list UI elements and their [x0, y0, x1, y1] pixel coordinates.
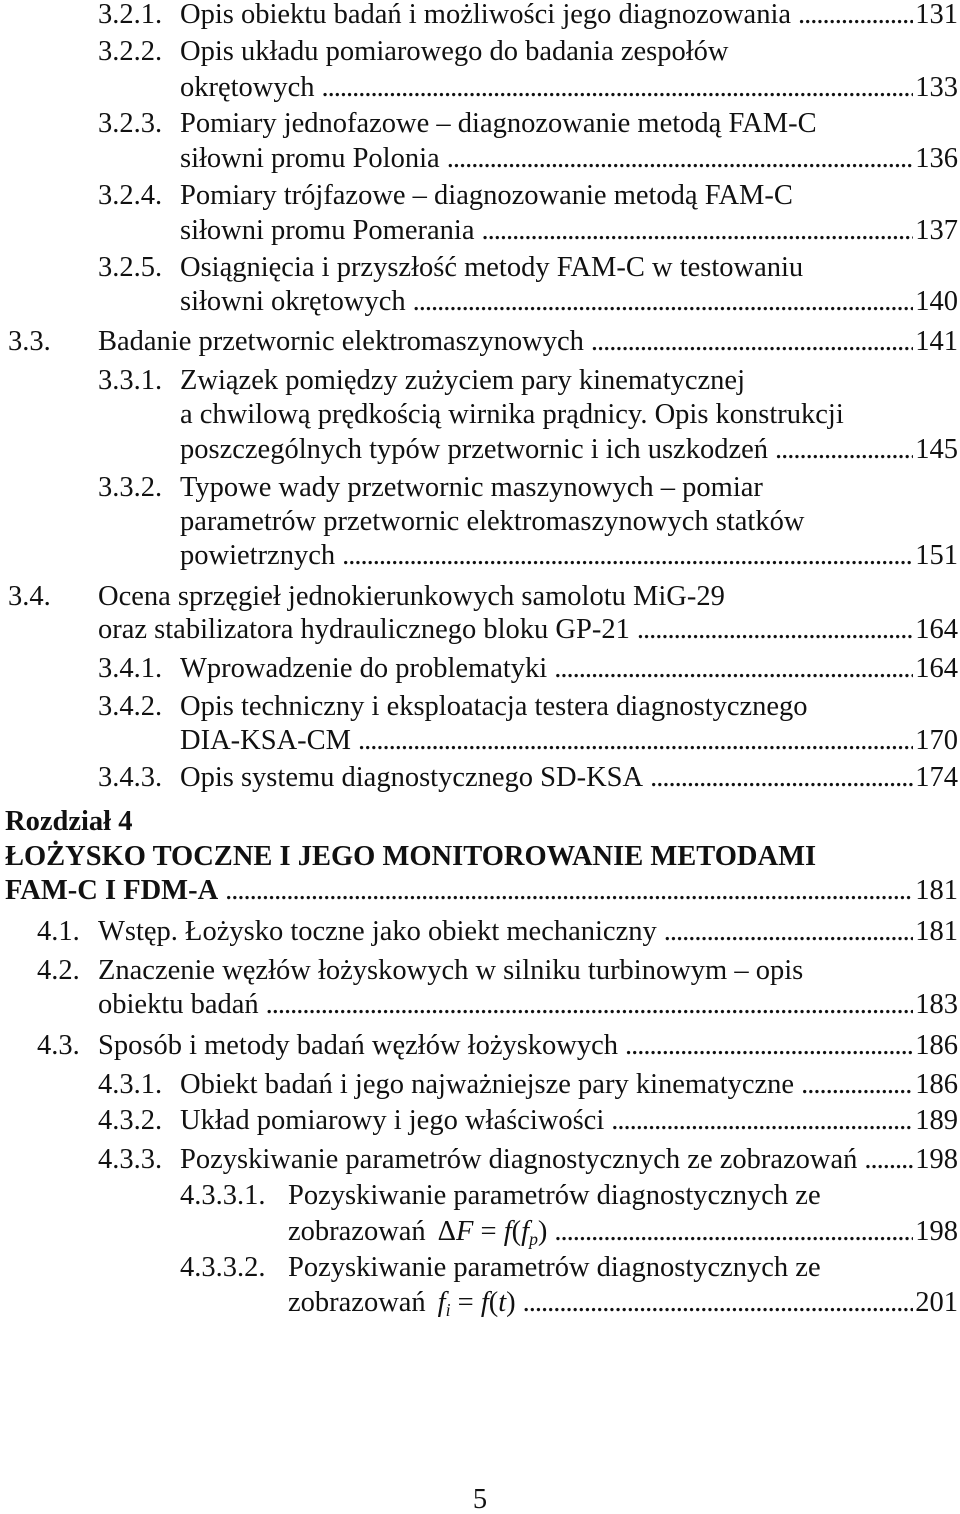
section-title: Wstęp. Łożysko toczne jako obiekt mechaniczny [98, 916, 657, 947]
page-reference: 186 [915, 1069, 958, 1100]
page-reference: 181 [915, 875, 958, 906]
toc-line [0, 178, 958, 214]
section-number: 3.4. [8, 581, 51, 612]
toc-line [0, 363, 958, 399]
formula-symbol: f [437, 1287, 446, 1318]
page-reference: 170 [915, 725, 958, 756]
page-reference: 181 [915, 916, 958, 947]
section-title: Pomiary jednofazowe – diagnozowanie metodą FAM-C [180, 108, 817, 139]
page-reference: 198 [915, 1216, 958, 1247]
page-reference: 198 [915, 1144, 958, 1175]
section-number: 3.3.1. [98, 365, 163, 396]
section-number: 4.3.3. [98, 1144, 163, 1175]
page-reference: 174 [915, 762, 958, 793]
dot-leader [611, 1103, 913, 1139]
dot-leader [358, 723, 913, 759]
dot-leader [664, 914, 914, 950]
dot-leader [225, 873, 913, 909]
toc-line [0, 953, 958, 989]
section-title: Opis systemu diagnostycznego SD-KSA [180, 762, 644, 793]
toc-line [0, 1285, 958, 1321]
page-reference: 164 [915, 653, 958, 684]
toc-line [0, 1103, 958, 1139]
formula-operator: = [473, 1216, 504, 1247]
formula-paren: ) [537, 1216, 548, 1247]
dot-leader [554, 1214, 913, 1250]
page-reference: 189 [915, 1105, 958, 1136]
section-title: Pomiary trójfazowe – diagnozowanie metodą FAM-C [180, 180, 793, 211]
section-title-continuation: parametrów przetwornic elektromaszynowych statków [180, 506, 805, 537]
section-number: 3.3.2. [98, 472, 163, 503]
formula-delta-f-of-fp [438, 1214, 548, 1250]
toc-line [0, 250, 958, 286]
toc-line [0, 470, 958, 506]
formula-symbol: t [498, 1287, 507, 1318]
section-number: 3.4.2. [98, 691, 163, 722]
toc-line [0, 914, 958, 950]
section-number: 3.2.3. [98, 108, 163, 139]
toc-line [0, 689, 958, 725]
toc-line [0, 1178, 958, 1214]
page-reference: 137 [915, 215, 958, 246]
dot-leader [413, 284, 914, 320]
formula-subscript-symbol: i [445, 1299, 451, 1320]
page-reference: 145 [915, 434, 958, 465]
section-title: Badanie przetwornic elektromaszynowych [98, 326, 584, 357]
chapter-title-continuation: FAM-C I FDM-A [5, 875, 219, 906]
dot-leader [322, 70, 914, 106]
dot-leader [447, 141, 914, 177]
section-title: Opis techniczny i eksploatacja testera diagnostycznego [180, 691, 808, 722]
page-reference: 131 [915, 0, 958, 30]
toc-line [0, 34, 958, 70]
section-number: 3.4.3. [98, 762, 163, 793]
chapter-label: Rozdział 4 [5, 806, 133, 837]
toc-line [0, 1214, 958, 1250]
dot-leader [864, 1142, 913, 1178]
section-number: 4.3. [37, 1030, 80, 1061]
page-reference: 136 [915, 143, 958, 174]
toc-line [0, 1142, 958, 1178]
toc-line [0, 432, 958, 468]
section-title-continuation: oraz stabilizatora hydraulicznego bloku GP-21 [98, 614, 630, 645]
page-reference: 186 [915, 1030, 958, 1061]
section-title: Pozyskiwanie parametrów diagnostycznych ze [288, 1180, 821, 1211]
page-reference: 141 [915, 326, 958, 357]
toc-line [0, 873, 958, 909]
toc-line [0, 760, 958, 796]
section-title-continuation: powietrznych [180, 540, 336, 571]
page-reference: 151 [915, 540, 958, 571]
toc-line [0, 70, 958, 106]
toc-line [0, 612, 958, 648]
section-title: Opis układu pomiarowego do badania zespołów [180, 36, 729, 67]
section-number: 4.3.3.1. [180, 1180, 266, 1211]
section-number: 3.2.4. [98, 180, 163, 211]
section-title-continuation: okrętowych [180, 72, 315, 103]
formula-symbol: f [503, 1216, 512, 1247]
section-title-continuation: obiektu badań [98, 989, 259, 1020]
section-title: Ocena sprzęgieł jednokierunkowych samolotu MiG-29 [98, 581, 725, 612]
toc-line [0, 804, 958, 840]
section-title-continuation: poszczególnych typów przetwornic i ich uszkodzeń [180, 434, 769, 465]
dot-leader [801, 1067, 913, 1103]
toc-line [0, 651, 958, 687]
section-title: Sposób i metody badań węzłów łożyskowych [98, 1030, 619, 1061]
section-number: 4.3.1. [98, 1069, 163, 1100]
section-number: 3.2.2. [98, 36, 163, 67]
section-number: 4.3.3.2. [180, 1252, 266, 1283]
dot-leader [266, 987, 914, 1023]
dot-leader [523, 1285, 914, 1321]
dot-leader [481, 213, 913, 249]
section-title-continuation: siłowni promu Pomerania [180, 215, 475, 246]
toc-line [0, 723, 958, 759]
section-title: Opis obiektu badań i możliwości jego diagnozowania [180, 0, 792, 30]
formula-paren: ( [488, 1287, 499, 1318]
toc-line [0, 284, 958, 320]
toc-line [0, 213, 958, 249]
section-number: 3.3. [8, 326, 51, 357]
section-title: Związek pomiędzy zużyciem pary kinematycznej [180, 365, 745, 396]
section-number: 4.2. [37, 955, 80, 986]
page-reference: 164 [915, 614, 958, 645]
formula-paren: ( [511, 1216, 522, 1247]
dot-leader [554, 651, 913, 687]
section-number: 3.2.5. [98, 252, 163, 283]
section-number: 4.3.2. [98, 1105, 163, 1136]
section-title: Pozyskiwanie parametrów diagnostycznych ze [288, 1252, 821, 1283]
section-title-continuation: a chwilową prędkością wirnika prądnicy. Opis konstrukcji [180, 399, 844, 430]
toc-line [0, 987, 958, 1023]
formula-symbol: Δ [437, 1216, 456, 1247]
page-reference: 201 [915, 1287, 958, 1318]
toc-line [0, 324, 958, 360]
dot-leader [637, 612, 913, 648]
formula-symbol: f [480, 1287, 489, 1318]
toc-line [0, 0, 958, 30]
toc-line [0, 1028, 958, 1064]
toc-line [0, 579, 958, 615]
section-title: Wprowadzenie do problematyki [180, 653, 548, 684]
page-reference: 140 [915, 286, 958, 317]
toc-line [0, 106, 958, 142]
section-number: 4.1. [37, 916, 80, 947]
dot-leader [342, 538, 913, 574]
section-title: Znaczenie węzłów łożyskowych w silniku turbinowym – opis [98, 955, 804, 986]
formula-subscript-symbol: p [529, 1228, 538, 1249]
toc-line [0, 504, 958, 540]
dot-leader [591, 324, 913, 360]
page-reference: 133 [915, 72, 958, 103]
section-title: Obiekt badań i jego najważniejsze pary kinematyczne [180, 1069, 795, 1100]
formula-symbol: F [456, 1216, 474, 1247]
section-title-continuation: zobrazowań [288, 1287, 426, 1318]
toc-line [0, 1067, 958, 1103]
section-number: 3.4.1. [98, 653, 163, 684]
formula-fi-of-t [438, 1285, 516, 1321]
dot-leader [625, 1028, 913, 1064]
section-title-continuation: siłowni promu Polonia [180, 143, 440, 174]
section-title-continuation: DIA-KSA-CM [180, 725, 351, 756]
chapter-title: ŁOŻYSKO TOCZNE I JEGO MONITOROWANIE METODAMI [5, 841, 817, 872]
formula-subscript [529, 1229, 538, 1249]
dot-leader [650, 760, 913, 796]
toc-line [0, 1250, 958, 1286]
toc-line [0, 141, 958, 177]
section-title: Osiągnięcia i przyszłość metody FAM-C w testowaniu [180, 252, 804, 283]
section-title-continuation: siłowni okrętowych [180, 286, 406, 317]
formula-operator: = [450, 1287, 481, 1318]
section-number: 3.2.1. [98, 0, 163, 30]
page-number: 5 [472, 1484, 488, 1514]
formula-symbol: f [521, 1216, 530, 1247]
toc-line [0, 839, 958, 875]
dot-leader [775, 432, 913, 468]
page-reference: 183 [915, 989, 958, 1020]
dot-leader [798, 0, 913, 30]
formula-paren: ) [506, 1287, 516, 1318]
toc-line [0, 538, 958, 574]
section-title: Pozyskiwanie parametrów diagnostycznych ze zobrazowań [180, 1144, 858, 1175]
section-title: Układ pomiarowy i jego właściwości [180, 1105, 605, 1136]
toc-line [0, 397, 958, 433]
section-title-continuation: zobrazowań [288, 1216, 426, 1247]
section-title: Typowe wady przetwornic maszynowych – pomiar [180, 472, 763, 503]
